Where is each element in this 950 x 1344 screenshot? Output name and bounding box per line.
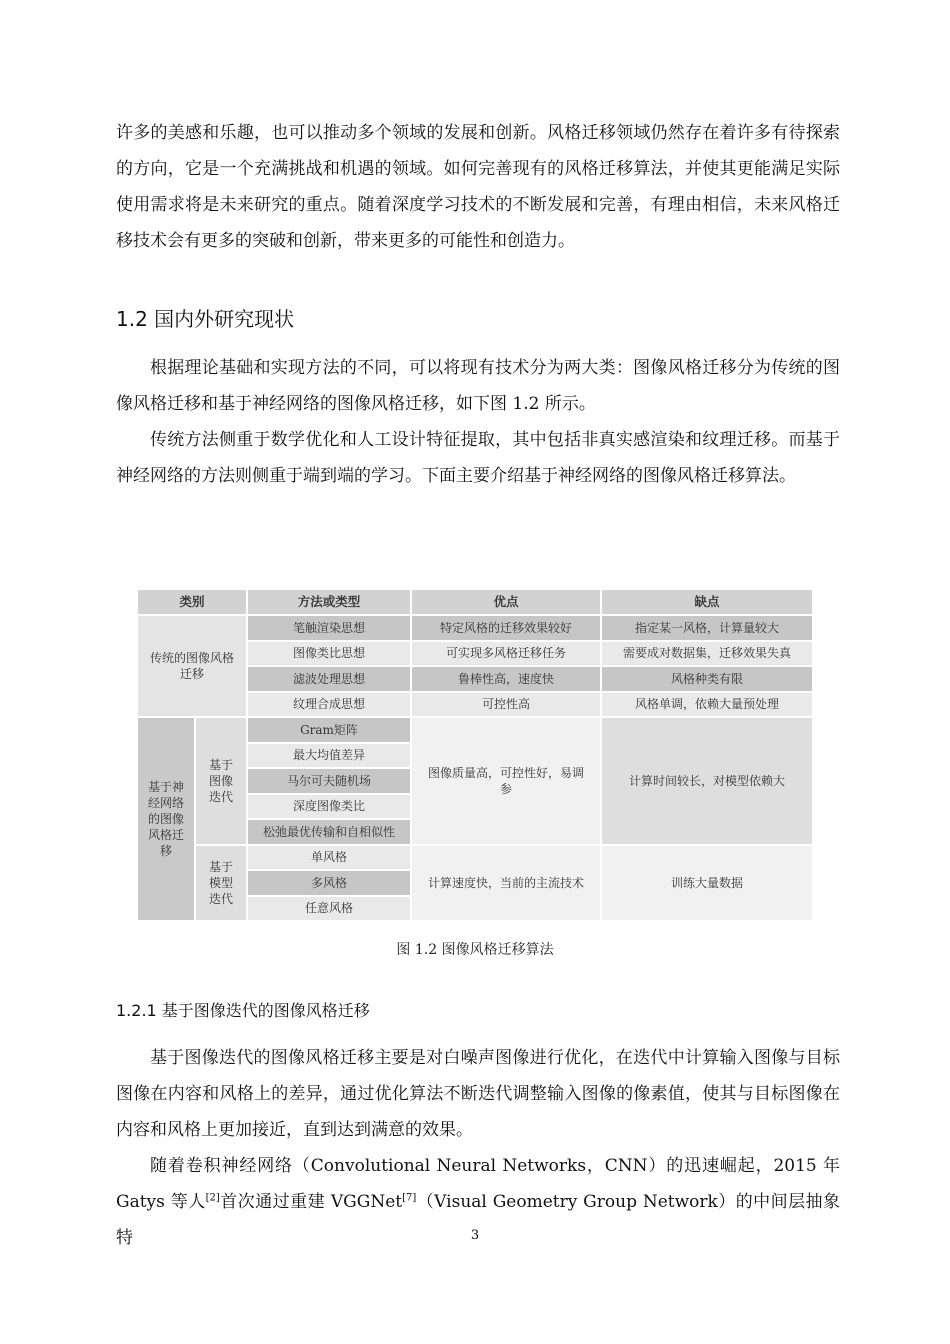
section-1-2-body bbox=[116, 350, 840, 494]
header-con: 缺点 bbox=[601, 589, 813, 615]
table-header-row bbox=[137, 589, 813, 615]
method-cell: 纹理合成思想 bbox=[247, 692, 411, 718]
style-transfer-table bbox=[136, 588, 814, 922]
section-1-2-paragraph-2: 传统方法侧重于数学优化和人工设计特征提取，其中包括非真实感渲染和纹理迁移。而基于神经网络的方法则侧重于端到端的学习。下面主要介绍基于神经网络的图像风格迁移算法。 bbox=[116, 430, 840, 486]
section-heading-1-2: 1.2 国内外研究现状 bbox=[116, 307, 295, 331]
pro-image-iter-text: 图像质量高，可控性好，易调参 bbox=[428, 765, 585, 796]
method-cell: 单风格 bbox=[247, 845, 411, 871]
paragraph-text: 首次通过重建 VGGNet bbox=[219, 1192, 403, 1212]
con-cell-image-iter: 计算时间较长，对模型依赖大 bbox=[601, 717, 813, 845]
pro-cell-model-iter bbox=[411, 845, 601, 922]
method-cell: 深度图像类比 bbox=[247, 794, 411, 820]
pro-model-iter-text: 计算速度快，当前的主流技术 bbox=[428, 875, 585, 890]
category-neural bbox=[137, 717, 195, 921]
pro-cell: 可实现多风格迁移任务 bbox=[411, 641, 601, 667]
intro-block bbox=[116, 115, 840, 259]
subcategory-image-iter bbox=[195, 717, 247, 845]
paragraph-text: 随着卷积神经网络（Convolutional Neural Networks，CNN）的迅速崛起，2015 年 Gatys 等人 bbox=[116, 1156, 840, 1212]
method-cell: 图像类比思想 bbox=[247, 641, 411, 667]
intro-paragraph: 许多的美感和乐趣，也可以推动多个领域的发展和创新。风格迁移领域仍然存在着许多有待探索的方向，它是一个充满挑战和机遇的领域。如何完善现有的风格迁移算法，并使其更能满足实际使用需求将是未来研究的重点。随着深度学习技术的不断发展和完善，有理由相信，未来风格迁移技术会有更多的突破和创新，带来更多的可能性和创造力。 bbox=[116, 123, 840, 251]
page-number: 3 bbox=[470, 1228, 480, 1243]
section-1-2-1-body bbox=[116, 1040, 840, 1256]
method-cell: 最大均值差异 bbox=[247, 743, 411, 769]
method-cell: 笔触渲染思想 bbox=[247, 615, 411, 641]
table-row bbox=[137, 615, 813, 641]
con-cell: 指定某一风格，计算量较大 bbox=[601, 615, 813, 641]
method-cell: Gram矩阵 bbox=[247, 717, 411, 743]
citation-7[interactable]: [7] bbox=[402, 1192, 417, 1204]
con-cell-model-iter: 训练大量数据 bbox=[601, 845, 813, 922]
header-method: 方法或类型 bbox=[247, 589, 411, 615]
table-row bbox=[137, 717, 813, 743]
pro-cell: 特定风格的迁移效果较好 bbox=[411, 615, 601, 641]
section-1-2-paragraph-1: 根据理论基础和实现方法的不同，可以将现有技术分为两大类：图像风格迁移分为传统的图像风格迁移和基于神经网络的图像风格迁移，如下图 1.2 所示。 bbox=[116, 358, 840, 414]
method-cell: 马尔可夫随机场 bbox=[247, 768, 411, 794]
method-cell: 松弛最优传输和自相似性 bbox=[247, 819, 411, 845]
paragraph-text: （Visual Geometry Group Network）的中间层抽象特 bbox=[116, 1192, 840, 1248]
header-category: 类别 bbox=[137, 589, 247, 615]
method-cell: 滤波处理思想 bbox=[247, 666, 411, 692]
con-cell: 风格单调，依赖大量预处理 bbox=[601, 692, 813, 718]
method-cell: 任意风格 bbox=[247, 896, 411, 922]
section-heading-1-2-1: 1.2.1 基于图像迭代的图像风格迁移 bbox=[116, 1001, 370, 1020]
category-traditional-label: 传统的图像风格迁移 bbox=[150, 651, 235, 681]
con-cell: 风格种类有限 bbox=[601, 666, 813, 692]
header-pro: 优点 bbox=[411, 589, 601, 615]
category-traditional bbox=[137, 615, 247, 717]
table-row bbox=[137, 845, 813, 871]
pro-cell: 鲁棒性高，速度快 bbox=[411, 666, 601, 692]
pro-cell: 可控性高 bbox=[411, 692, 601, 718]
figure-table bbox=[136, 588, 812, 922]
subcategory-image-iter-label: 基于图像迭代 bbox=[208, 757, 233, 804]
category-neural-label: 基于神经网络的图像风格迁移 bbox=[147, 780, 184, 858]
figure-caption: 图 1.2 图像风格迁移算法 bbox=[396, 942, 554, 958]
subcategory-model-iter-label: 基于模型迭代 bbox=[208, 859, 233, 906]
citation-2[interactable]: [2] bbox=[205, 1192, 220, 1204]
section-1-2-1-paragraph-1: 基于图像迭代的图像风格迁移主要是对白噪声图像进行优化，在迭代中计算输入图像与目标图像在内容和风格上的差异，通过优化算法不断迭代调整输入图像的像素值，使其与目标图像在内容和风格上更加接近，直到达到满意的效果。 bbox=[116, 1048, 840, 1140]
method-cell: 多风格 bbox=[247, 870, 411, 896]
con-cell: 需要成对数据集，迁移效果失真 bbox=[601, 641, 813, 667]
subcategory-model-iter bbox=[195, 845, 247, 922]
pro-cell-image-iter bbox=[411, 717, 601, 845]
